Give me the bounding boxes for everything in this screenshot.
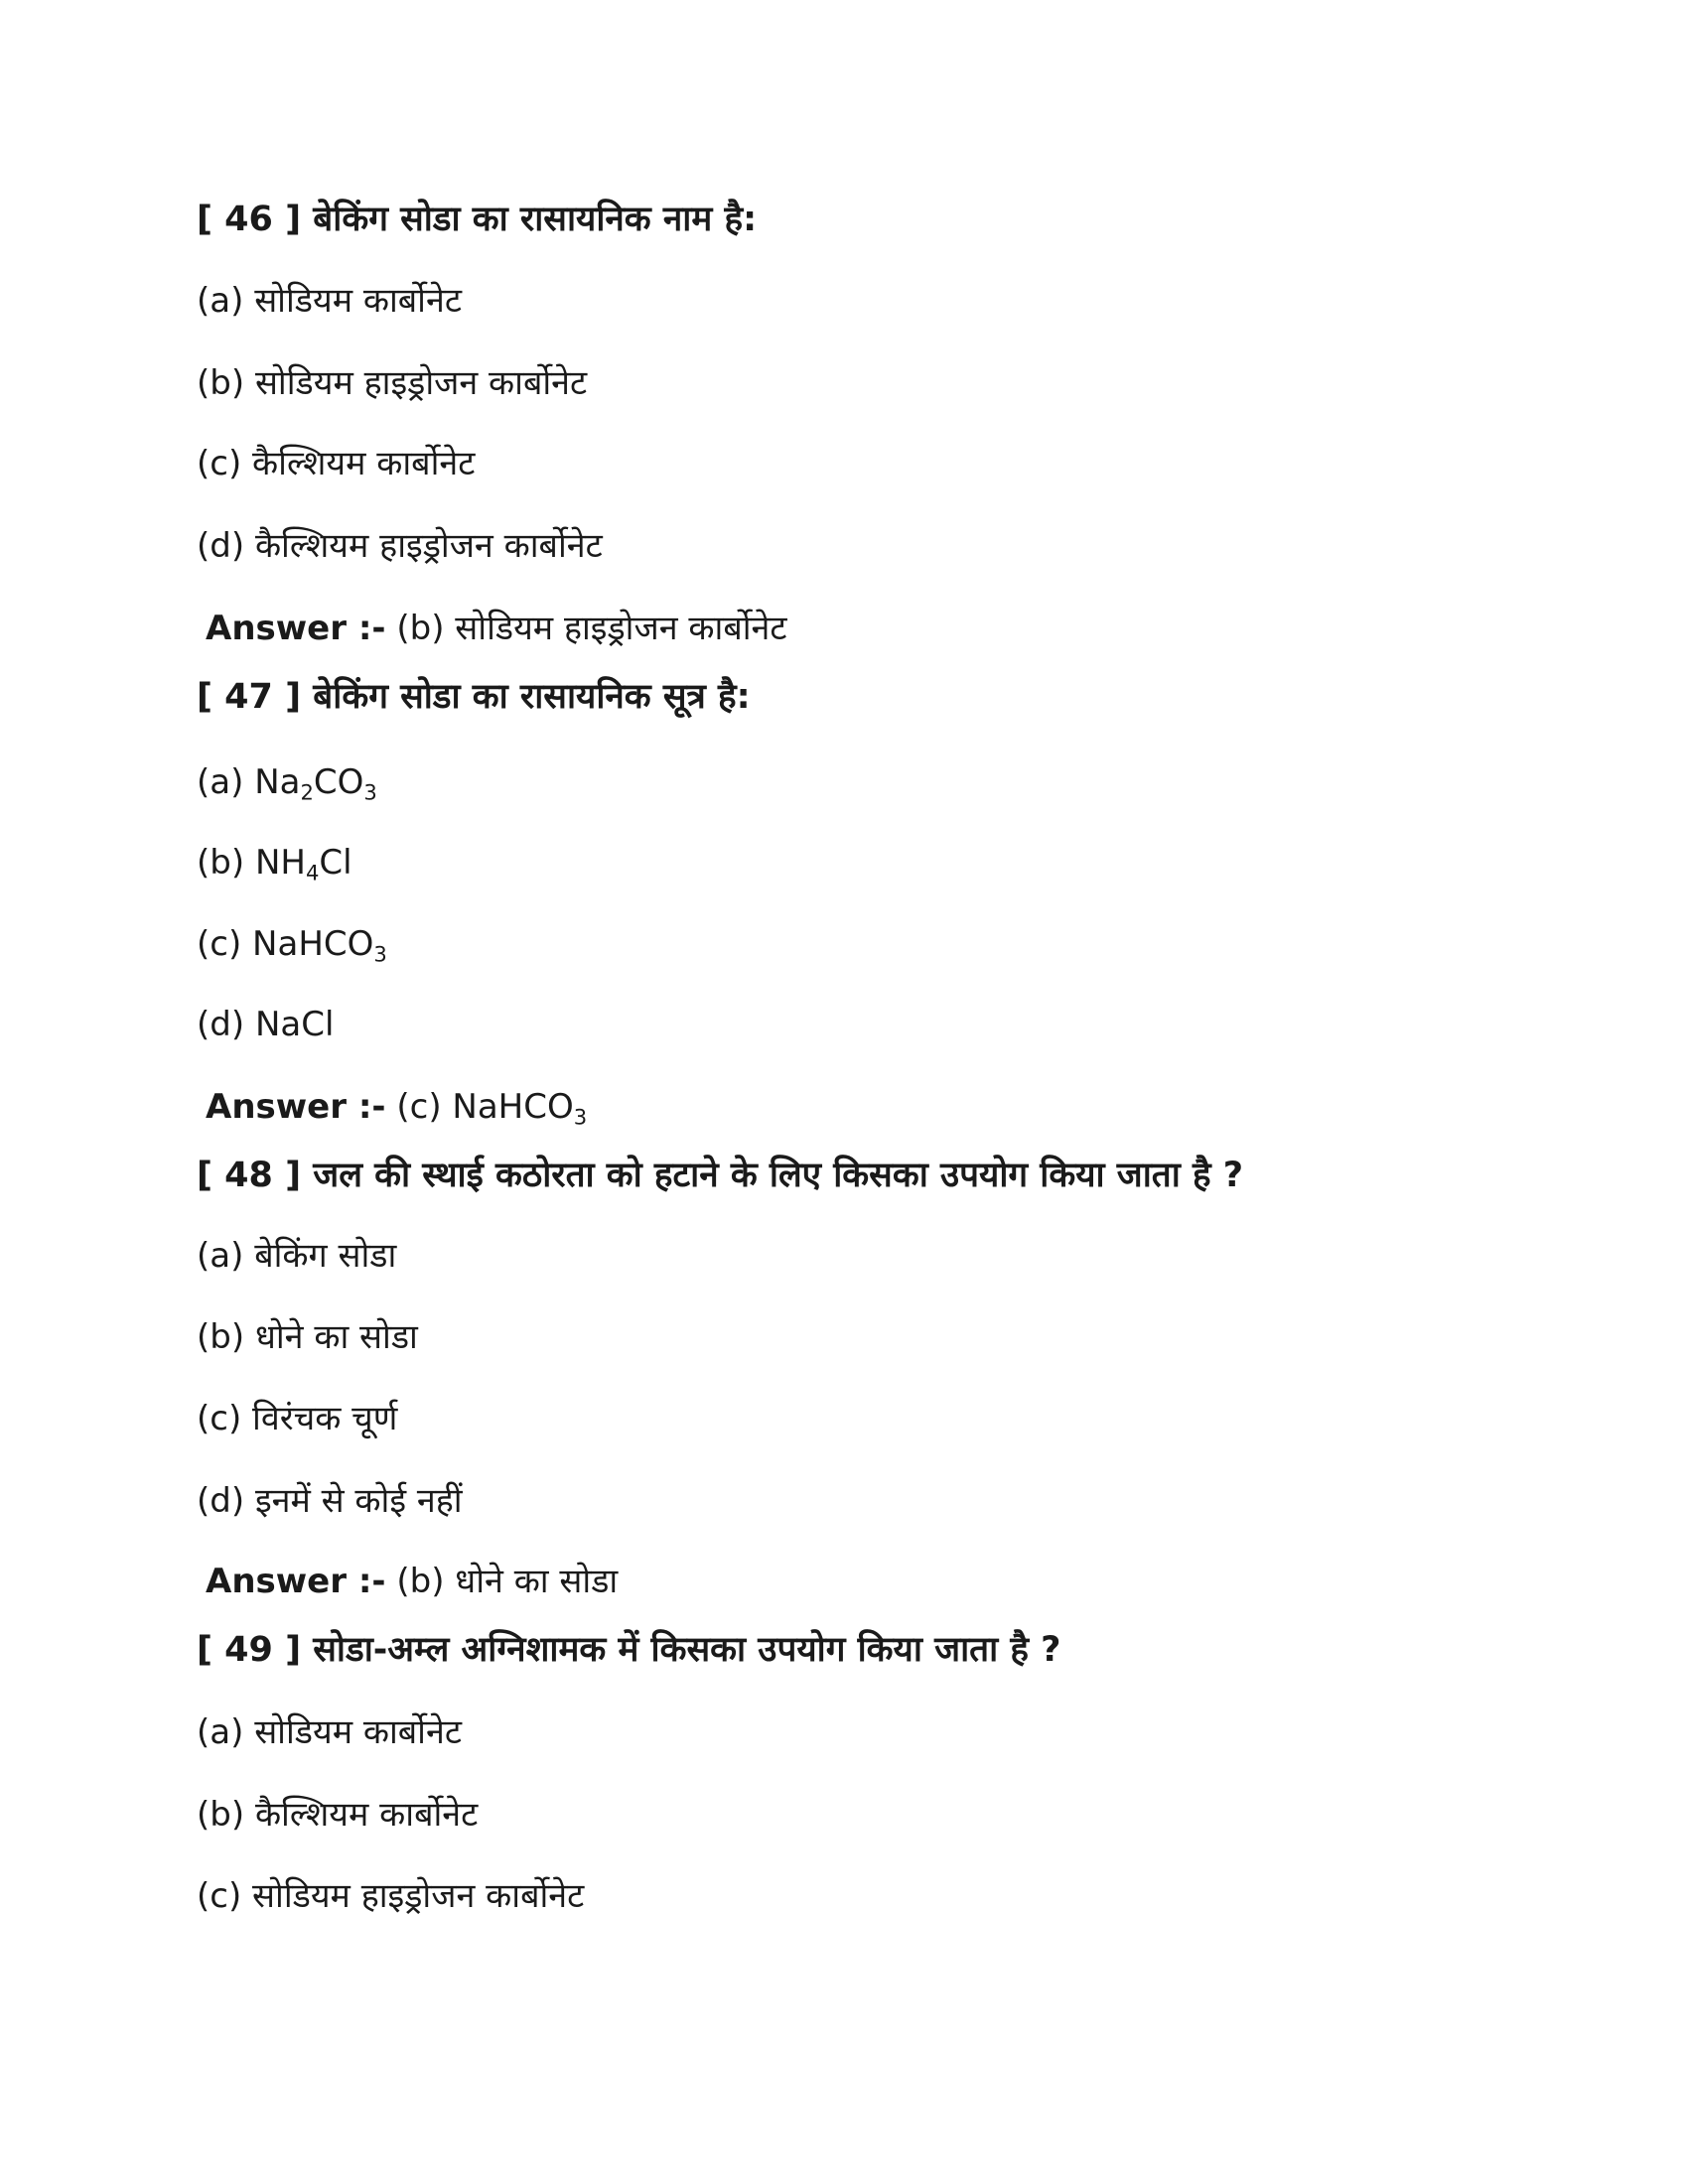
answer-label: Answer :- <box>206 609 386 648</box>
option-text: विरंचक चूर्ण <box>252 1399 398 1438</box>
option-label: (b) <box>197 1317 245 1357</box>
answer-option-label: (b) <box>396 1562 445 1601</box>
option-text: NaHCO <box>252 924 374 964</box>
option-text: कैल्शियम हाइड्रोजन कार्बोनेट <box>254 526 603 566</box>
option-label: (a) <box>197 1236 244 1276</box>
option-text: कैल्शियम कार्बोनेट <box>252 444 476 483</box>
option-label: (c) <box>197 1876 242 1916</box>
option-b <box>197 1315 418 1359</box>
option-label: (c) <box>197 1399 242 1438</box>
option-label: (a) <box>197 762 244 802</box>
option-text: धोने का सोडा <box>254 1317 418 1357</box>
option-text: सोडियम हाइड्रोजन कार्बोनेट <box>254 363 588 403</box>
option-a <box>197 1710 462 1754</box>
option-d <box>197 1003 334 1046</box>
option-label: (a) <box>197 1712 244 1752</box>
option-text: कैल्शियम कार्बोनेट <box>254 1795 479 1835</box>
option-text: बेकिंग सोडा <box>254 1236 397 1276</box>
option-d <box>197 524 603 568</box>
option-a <box>197 760 377 804</box>
question-heading <box>197 1154 1243 1197</box>
option-text: CO <box>313 762 364 802</box>
question-heading <box>197 198 757 241</box>
option-label: (b) <box>197 843 245 883</box>
question-number: [ 48 ] <box>197 1156 302 1195</box>
option-text: NH <box>254 843 306 883</box>
question-number: [ 49 ] <box>197 1630 302 1670</box>
option-label: (c) <box>197 444 242 483</box>
option-a <box>197 1234 396 1278</box>
option-c <box>197 1874 584 1918</box>
answer-option-label: (b) <box>396 609 445 648</box>
answer-line <box>206 607 787 650</box>
answer-line <box>206 1560 618 1603</box>
answer-label: Answer :- <box>206 1087 386 1127</box>
subscript: 3 <box>573 1104 588 1130</box>
option-text: सोडियम कार्बोनेट <box>254 1712 462 1752</box>
question-text: जल की स्थाई कठोरता को हटाने के लिए किसका उपयोग किया जाता है ? <box>313 1156 1244 1195</box>
option-b <box>197 361 587 405</box>
subscript: 2 <box>300 779 314 805</box>
option-text: Cl <box>319 843 352 883</box>
option-text: सोडियम हाइड्रोजन कार्बोनेट <box>455 609 787 648</box>
question-number: [ 47 ] <box>197 677 302 717</box>
option-d <box>197 1479 463 1523</box>
option-text: NaCl <box>254 1005 335 1044</box>
option-label: (b) <box>197 1795 245 1835</box>
question-number: [ 46 ] <box>197 200 302 239</box>
subscript: 3 <box>363 779 377 805</box>
answer-line <box>206 1085 587 1129</box>
option-label: (c) <box>197 924 242 964</box>
answer-label: Answer :- <box>206 1562 386 1601</box>
option-text: NaHCO <box>452 1087 574 1127</box>
option-label: (d) <box>197 1005 245 1044</box>
option-c <box>197 922 387 966</box>
option-a <box>197 279 462 323</box>
option-b <box>197 841 352 885</box>
subscript: 4 <box>305 860 320 886</box>
question-heading <box>197 675 751 719</box>
option-b <box>197 1793 478 1837</box>
option-label: (a) <box>197 281 244 321</box>
question-text: सोडा-अम्ल अग्निशामक में किसका उपयोग किया जाता है ? <box>313 1630 1061 1670</box>
subscript: 3 <box>373 941 387 967</box>
option-label: (b) <box>197 363 245 403</box>
option-c <box>197 442 475 485</box>
option-c <box>197 1397 397 1440</box>
option-label: (d) <box>197 526 245 566</box>
option-text: धोने का सोडा <box>455 1562 619 1601</box>
question-heading <box>197 1628 1060 1672</box>
answer-option-label: (c) <box>396 1087 442 1127</box>
option-text: Na <box>254 762 301 802</box>
option-text: सोडियम हाइड्रोजन कार्बोनेट <box>252 1876 585 1916</box>
option-text: सोडियम कार्बोनेट <box>254 281 462 321</box>
option-text: इनमें से कोई नहीं <box>254 1481 463 1521</box>
question-text: बेकिंग सोडा का रासायनिक नाम है: <box>313 200 758 239</box>
option-label: (d) <box>197 1481 245 1521</box>
question-text: बेकिंग सोडा का रासायनिक सूत्र है: <box>313 677 751 717</box>
